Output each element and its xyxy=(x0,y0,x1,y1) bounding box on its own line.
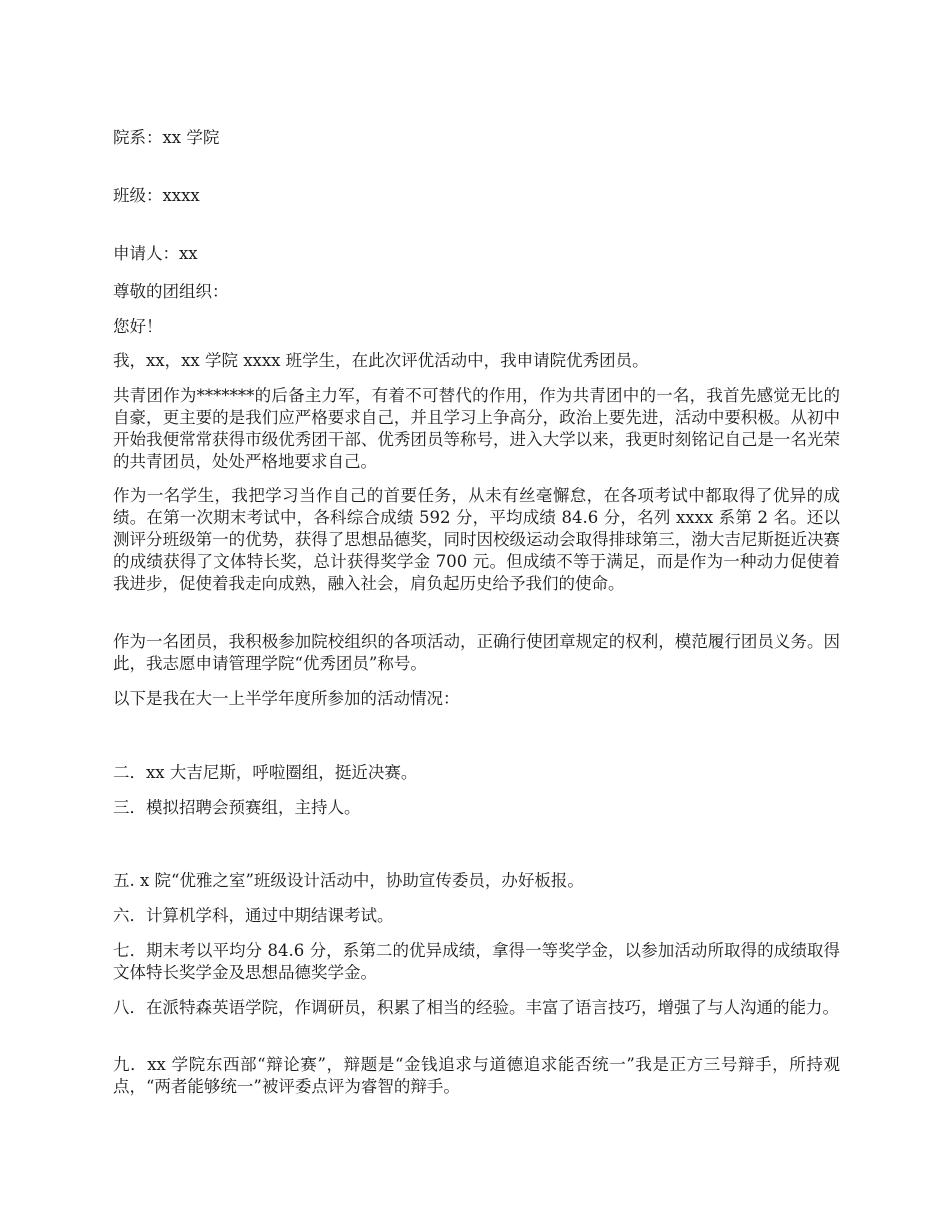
activity-item: 七．期末考以平均分 84.6 分，系第二的优异成绩，拿得一等奖学金，以参加活动所取得的成绩取得文体特长奖学金及思想品德奖学金。 xyxy=(113,941,840,982)
activity-item: 五. x 院“优雅之室”班级设计活动中，协助宣传委员，办好板报。 xyxy=(113,871,584,890)
activity-item: 八．在派特森英语学院，作调研员，积累了相当的经验。丰富了语言技巧，增强了与人沟通的能力。 xyxy=(113,998,839,1017)
activity-item: 二．xx 大吉尼斯，呼啦圈组，挺近决赛。 xyxy=(113,763,418,782)
study-paragraph: 作为一名学生，我把学习当作自己的首要任务，从未有丝毫懈怠，在各项考试中都取得了优异的成绩。在第一次期末考试中，各科综合成绩 592 分，平均成绩 84.6 分，名列 xxxx 系第 2 名。还以测评分班级第一的优势，获得了思想品德奖，同时因校级运动会取得排球第三，渤大吉尼斯挺近决赛的成绩获得了文体特长奖，总计获得奖学金 700 元。但成绩不等于满足，而是作为一种动力促使着我进步，促使着我走向成熟，融入社会，肩负起历史给予我们的使命。 xyxy=(113,486,840,593)
salutation: 尊敬的团组织： xyxy=(113,282,229,301)
applicant-line: 申请人：xx xyxy=(113,244,198,263)
activities-intro: 以下是我在大一上半学年度所参加的活动情况： xyxy=(113,689,460,708)
league-paragraph: 共青团作为*******的后备主力军，有着不可替代的作用，作为共青团中的一名，我首先感觉无比的自豪，更主要的是我们应严格要求自己，并且学习上争高分，政治上要先进，活动中要积极。从初中开始我便常常获得市级优秀团干部、优秀团员等称号，进入大学以来，我更时刻铭记自己是一名光荣的共青团员，处处严格地要求自己。 xyxy=(113,386,840,471)
member-paragraph: 作为一名团员，我积极参加院校组织的各项活动，正确行使团章规定的权利，模范履行团员义务。因此，我志愿申请管理学院“优秀团员”称号。 xyxy=(113,632,840,673)
class-line: 班级：xxxx xyxy=(113,186,200,205)
activity-item: 九．xx 学院东西部“辩论赛”，辩题是“金钱追求与道德追求能否统一”我是正方三号辩手，所持观点，“两者能够统一”被评委点评为睿智的辩手。 xyxy=(113,1055,840,1096)
activity-item: 六．计算机学科，通过中期结课考试。 xyxy=(113,906,394,925)
greeting: 您好！ xyxy=(113,317,163,336)
intro-paragraph: 我，xx，xx 学院 xxxx 班学生，在此次评优活动中，我申请院优秀团员。 xyxy=(113,351,649,370)
department-line: 院系：xx 学院 xyxy=(113,128,220,147)
activity-item: 三．模拟招聘会预赛组，主持人。 xyxy=(113,798,361,817)
